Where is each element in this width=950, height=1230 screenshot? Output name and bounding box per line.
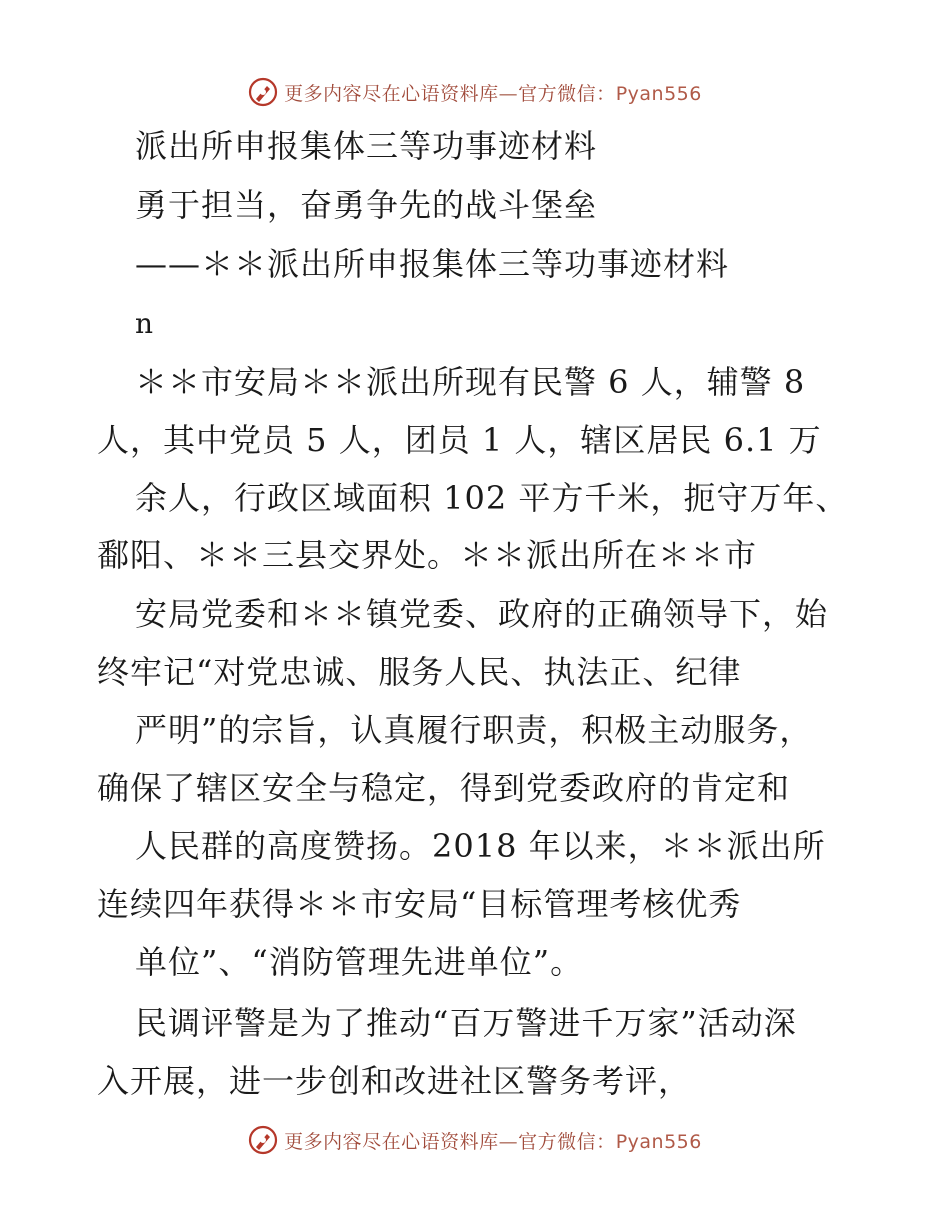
header-banner [0, 72, 950, 112]
body-line: 终牢记“对党忠诚、服务人民、执法正、纪律 [97, 653, 742, 691]
body-line: 民调评警是为了推动“百万警进千万家”活动深 [135, 1004, 797, 1042]
body-line: ＊＊市安局＊＊派出所现有民警 6 人，辅警 8 [135, 363, 806, 401]
body-line: 确保了辖区安全与稳定，得到党委政府的肯定和 [97, 769, 791, 807]
pen-logo-icon [248, 1125, 278, 1155]
document-title: 派出所申报集体三等功事迹材料 [135, 127, 598, 165]
body-line: 安局党委和＊＊镇党委、政府的正确领导下，始 [135, 595, 829, 633]
banner-text: 更多内容尽在心语资料库—官方微信：Pyan556 [284, 82, 702, 105]
stray-mark: n [135, 307, 155, 340]
body-line: 余人，行政区域面积 102 平方千米，扼守万年、 [135, 479, 849, 517]
document-byline: ——＊＊派出所申报集体三等功事迹材料 [135, 245, 730, 283]
body-line: 鄱阳、＊＊三县交界处。＊＊派出所在＊＊市 [97, 536, 758, 574]
body-line: 入开展，进一步创和改进社区警务考评， [97, 1062, 692, 1100]
footer-banner [0, 1120, 950, 1160]
body-line: 人民群的高度赞扬。2018 年以来，＊＊派出所 [135, 827, 826, 865]
body-line: 连续四年获得＊＊市安局“目标管理考核优秀 [97, 885, 742, 923]
document-subtitle: 勇于担当，奋勇争先的战斗堡垒 [135, 186, 598, 224]
body-line: 严明”的宗旨，认真履行职责，积极主动服务， [135, 711, 813, 749]
pen-logo-icon [248, 77, 278, 107]
body-line: 人，其中党员 5 人，团员 1 人，辖区居民 6.1 万 [97, 421, 822, 459]
banner-text: 更多内容尽在心语资料库—官方微信：Pyan556 [284, 1130, 702, 1153]
body-line: 单位”、“消防管理先进单位”。 [135, 943, 584, 981]
